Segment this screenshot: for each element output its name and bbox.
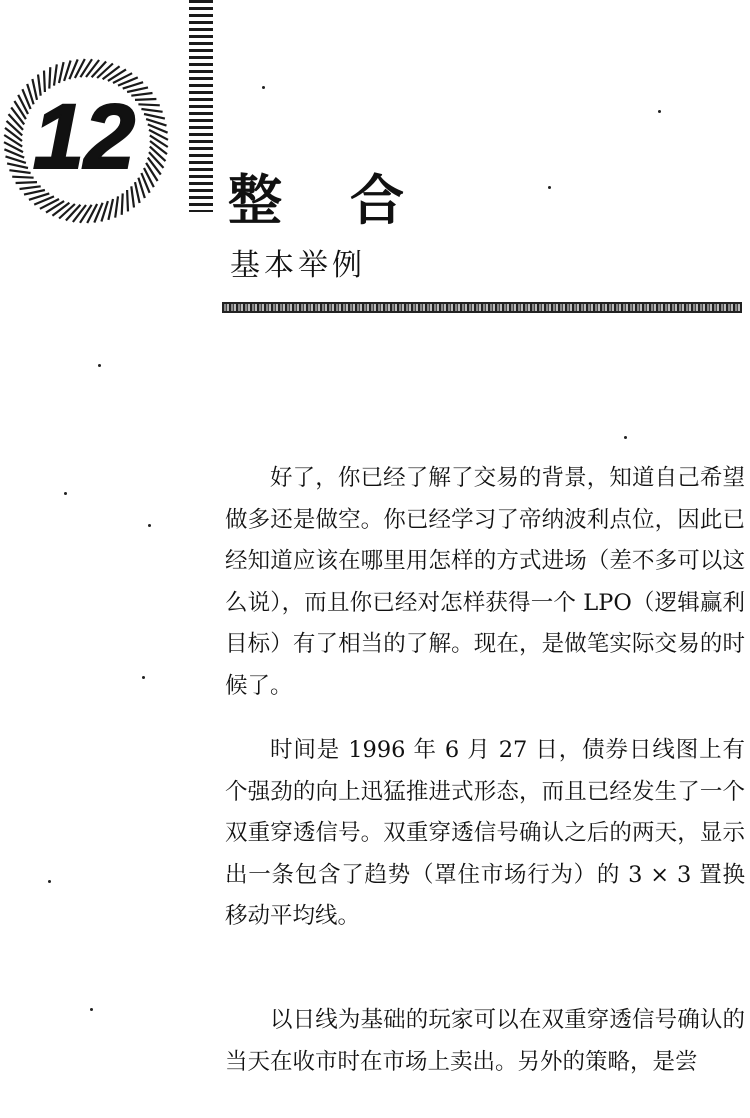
chapter-number-badge <box>0 56 178 226</box>
chapter-title: 整合 <box>228 169 472 232</box>
scan-speck <box>90 1008 93 1011</box>
body-paragraph: 好了，你已经了解了交易的背景，知道自己希望做多还是做空。你已经学习了帝纳波利点位，因此已经知道应该在哪里用怎样的方式进场（差不多可以这么说），而且你已经对怎样获得一个 LPO（逻辑赢利目标）有了相当的了解。现在，是做笔实际交易的时候了。 <box>225 465 745 699</box>
scan-speck <box>148 524 151 527</box>
title-underline-rule <box>222 302 742 313</box>
scan-speck <box>48 880 51 883</box>
body-paragraph: 以日线为基础的玩家可以在双重穿透信号确认的当天在收市时在市场上卖出。另外的策略，是尝 <box>225 1007 745 1075</box>
decorative-vertical-bar <box>189 0 213 212</box>
scan-speck <box>658 110 661 113</box>
scan-speck <box>64 492 67 495</box>
scan-speck <box>624 436 627 439</box>
body-paragraph: 时间是 1996 年 6 月 27 日，债券日线图上有个强劲的向上迅猛推进式形态，而且已经发生了一个双重穿透信号。双重穿透信号确认之后的两天，显示出一条包含了趋势（罩住市场行为）的 3 × 3 置换移动平均线。 <box>225 737 745 930</box>
scan-speck <box>98 364 101 367</box>
chapter-subtitle: 基本举例 <box>230 248 366 283</box>
chapter-number: 12 <box>32 86 136 188</box>
scan-speck <box>548 186 551 189</box>
scan-speck <box>142 676 145 679</box>
scan-speck <box>262 86 265 89</box>
